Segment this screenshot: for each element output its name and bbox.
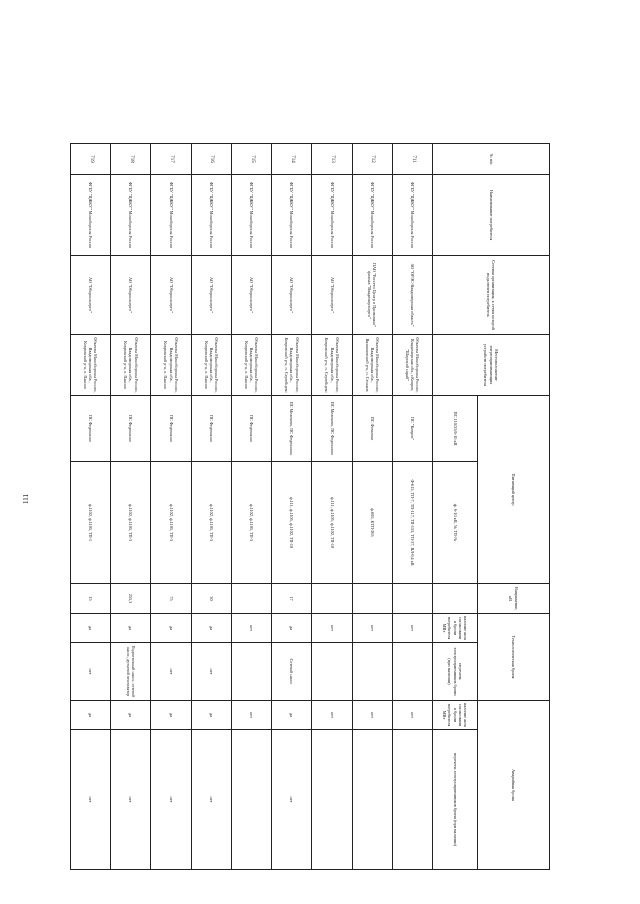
location: Объекты Минобороны России, Владимирская обл., г.Ковров, "Широкий сарай": [392, 335, 432, 396]
feeder: ф.111, ф.1105, ф.1102, ТП-10: [312, 462, 352, 584]
consumer-name: ФГБУ "ЦЖКУ" Минобороны России: [272, 175, 312, 256]
header-substation: ПС 110/35/6-10 кВ: [433, 396, 478, 462]
emergency-act: нет: [352, 701, 392, 730]
substation: ПС Мелехово, ПС Федюшино: [272, 396, 312, 462]
tech-consumers: нет: [151, 643, 191, 701]
feeder: ф.605, КТП-263: [352, 462, 392, 584]
consumer-name: ФГБУ "ЦЖКУ" Минобороны России: [231, 175, 271, 256]
header-emergency-act: наличие акта согласования брони потребителя МВт: [433, 701, 478, 730]
header-power-center: Питающий центр: [478, 396, 550, 584]
header-tech-armor: Технологическая броня: [478, 614, 550, 701]
voltage: [352, 584, 392, 614]
feeder: ф.1102, ф.1105, ТП-1: [71, 462, 111, 584]
emergency-act: да: [151, 701, 191, 730]
voltage: 17: [272, 584, 312, 614]
header-voltage-sub: [433, 584, 478, 614]
feeder: ф.111, ф.1105, ф.1102, ТП-10: [272, 462, 312, 584]
emergency-consumers: [352, 730, 392, 870]
substation: ПС Федюшино: [71, 396, 111, 462]
header-grid-organization: Сетевая организация, к сетям которой подключен потребитель: [433, 256, 550, 335]
tech-consumers: [392, 643, 432, 701]
feeder: ф.1102, ф.1105, ТП-3: [151, 462, 191, 584]
emergency-act: нет: [231, 701, 271, 730]
location: Объекты Минобороны России, Владимирская обл., Ковровский р-н, п. Пакино: [191, 335, 231, 396]
voltage: 255,3: [111, 584, 151, 614]
feeder: ф.1102, ф.1105, ТП-3: [231, 462, 271, 584]
header-emergency-armor: Аварийная броня: [478, 701, 550, 870]
emergency-consumers: [231, 730, 271, 870]
substation: ПС "Ковров": [392, 396, 432, 462]
tech-consumers: [312, 643, 352, 701]
tech-act: нет: [392, 614, 432, 643]
grid-organization: АО "Оборонэнерго": [231, 256, 271, 335]
substation: ПС Федюшино: [151, 396, 191, 462]
table-row: [352, 144, 392, 870]
voltage: 75: [151, 584, 191, 614]
table-row: [151, 144, 191, 870]
feeder: ф.1102, ф.1105, ТП-3: [191, 462, 231, 584]
location: Объекты Минобороны России, Владимирская обл., Ковровский р-н, п. Пакино: [111, 335, 151, 396]
tech-consumers: [231, 643, 271, 701]
table-row: [231, 144, 271, 870]
row-number: 718: [111, 144, 151, 175]
header-location: Местоположение энергопринимающих устройств потребителя: [433, 335, 550, 396]
emergency-consumers: [312, 730, 352, 870]
substation: ПС Фоминки: [352, 396, 392, 462]
grid-organization: АО "Оборонэнерго": [71, 256, 111, 335]
emergency-consumers: нет: [71, 730, 111, 870]
voltage: 15: [71, 584, 111, 614]
header-tech-act: наличие акта согласования брони потребителя МВт: [433, 614, 478, 643]
tech-consumers: нет: [191, 643, 231, 701]
tech-act: да: [272, 614, 312, 643]
grid-organization: АО "Оборонэнерго": [191, 256, 231, 335]
location: Объекты Минобороны России, Владимирская обл., Вязниковский р-н, п. Сеньков: [352, 335, 392, 396]
location: Объекты Минобороны России, Владимирская обл., Ковровский р-н, п. Пакино: [71, 335, 111, 396]
tech-consumers: нет: [71, 643, 111, 701]
grid-organization: ПАО "Россети Центр и Приволжье" филиал "Владимирэнерго": [352, 256, 392, 335]
header-tech-consumers: перечень электроприемников брони (при наличии): [433, 643, 478, 701]
table-row: [191, 144, 231, 870]
emergency-act: да: [272, 701, 312, 730]
tech-act: да: [111, 614, 151, 643]
consumer-name: ФГБУ "ЦЖКУ" Минобороны России: [352, 175, 392, 256]
tech-act: нет: [352, 614, 392, 643]
table-row: [312, 144, 352, 870]
table-row: [272, 144, 312, 870]
location: Объекты Минобороны России, Владимирская обл., Ковровский р-н, п. Сергейцево: [272, 335, 312, 396]
emergency-act: да: [111, 701, 151, 730]
substation: ПС Федюшино: [191, 396, 231, 462]
emergency-consumers: нет: [151, 730, 191, 870]
row-number: 716: [191, 144, 231, 175]
location: Объекты Минобороны России, Владимирская обл., Ковровский р-н, п. Сергейцево: [312, 335, 352, 396]
grid-organization: АО "Оборонэнерго": [111, 256, 151, 335]
consumer-name: ФГБУ "ЦЖКУ" Минобороны России: [191, 175, 231, 256]
table-row: [111, 144, 151, 870]
grid-organization: АО "Оборонэнерго": [151, 256, 191, 335]
grid-organization: АО "Оборонэнерго": [272, 256, 312, 335]
header-feeder: ф. 6-10 кВ, № ТП-№: [433, 462, 478, 584]
header-number: № п/п: [433, 144, 550, 175]
voltage: [312, 584, 352, 614]
feeder: Ф-615, ТП-7, ТП-117, ТП-153, ТП-37, ВЛ-0,4 кВ: [392, 462, 432, 584]
row-number: 713: [312, 144, 352, 175]
row-number: 714: [272, 144, 312, 175]
emergency-consumers: нет: [111, 730, 151, 870]
tech-consumers: [352, 643, 392, 701]
location: Объекты Минобороны России, Владимирская обл., Ковровский р-н, п. Пакино: [231, 335, 271, 396]
tech-act: нет: [231, 614, 271, 643]
tech-act: да: [71, 614, 111, 643]
row-number: 711: [392, 144, 432, 175]
consumer-name: ФГБУ "ЦЖКУ" Минобороны России: [312, 175, 352, 256]
emergency-consumers: нет: [191, 730, 231, 870]
consumer-name: ФГБУ "ЦЖКУ" Минобороны России: [392, 175, 432, 256]
table-row: [392, 144, 432, 870]
voltage: 30: [191, 584, 231, 614]
emergency-consumers: [392, 730, 432, 870]
feeder: ф.1102, ф.1105, ТП-3: [111, 462, 151, 584]
grid-organization: АО "ОРЭС-Владимирская область": [392, 256, 432, 335]
rotated-table-container: [70, 143, 550, 869]
tech-act: нет: [312, 614, 352, 643]
substation: ПС Мелехово, ПС Федюшино: [312, 396, 352, 462]
consumer-name: ФГБУ "ЦЖКУ" Минобороны России: [71, 175, 111, 256]
substation: ПС Федюшино: [231, 396, 271, 462]
emergency-act: нет: [392, 701, 432, 730]
header-consumer-name: Наименование потребителя: [433, 175, 550, 256]
page-number: 111: [22, 494, 30, 504]
consumer-name: ФГБУ "ЦЖКУ" Минобороны России: [151, 175, 191, 256]
row-number: 717: [151, 144, 191, 175]
row-number: 712: [352, 144, 392, 175]
consumer-table: [70, 143, 550, 870]
voltage: [231, 584, 271, 614]
voltage: [392, 584, 432, 614]
tech-act: да: [191, 614, 231, 643]
consumer-name: ФГБУ "ЦЖКУ" Минобороны России: [111, 175, 151, 256]
tech-act: да: [151, 614, 191, 643]
emergency-act: да: [191, 701, 231, 730]
grid-organization: АО "Оборонэнерго": [312, 256, 352, 335]
tech-consumers: Подпиточный насос, сетевой насос, дутьевой вентилятор: [111, 643, 151, 701]
emergency-act: нет: [312, 701, 352, 730]
header-voltage: Напряжение, кВ: [478, 584, 550, 614]
substation: ПС Федюшино: [111, 396, 151, 462]
location: Объекты Минобороны России, Владимирская обл., Ковровский р-н, п. Пакино: [151, 335, 191, 396]
emergency-consumers: нет: [272, 730, 312, 870]
row-number: 719: [71, 144, 111, 175]
header-emergency-consumers: перечень электроприемников брони (при наличии): [433, 730, 478, 870]
row-number: 715: [231, 144, 271, 175]
emergency-act: да: [71, 701, 111, 730]
table-row: [71, 144, 111, 870]
tech-consumers: Сетевой насос: [272, 643, 312, 701]
